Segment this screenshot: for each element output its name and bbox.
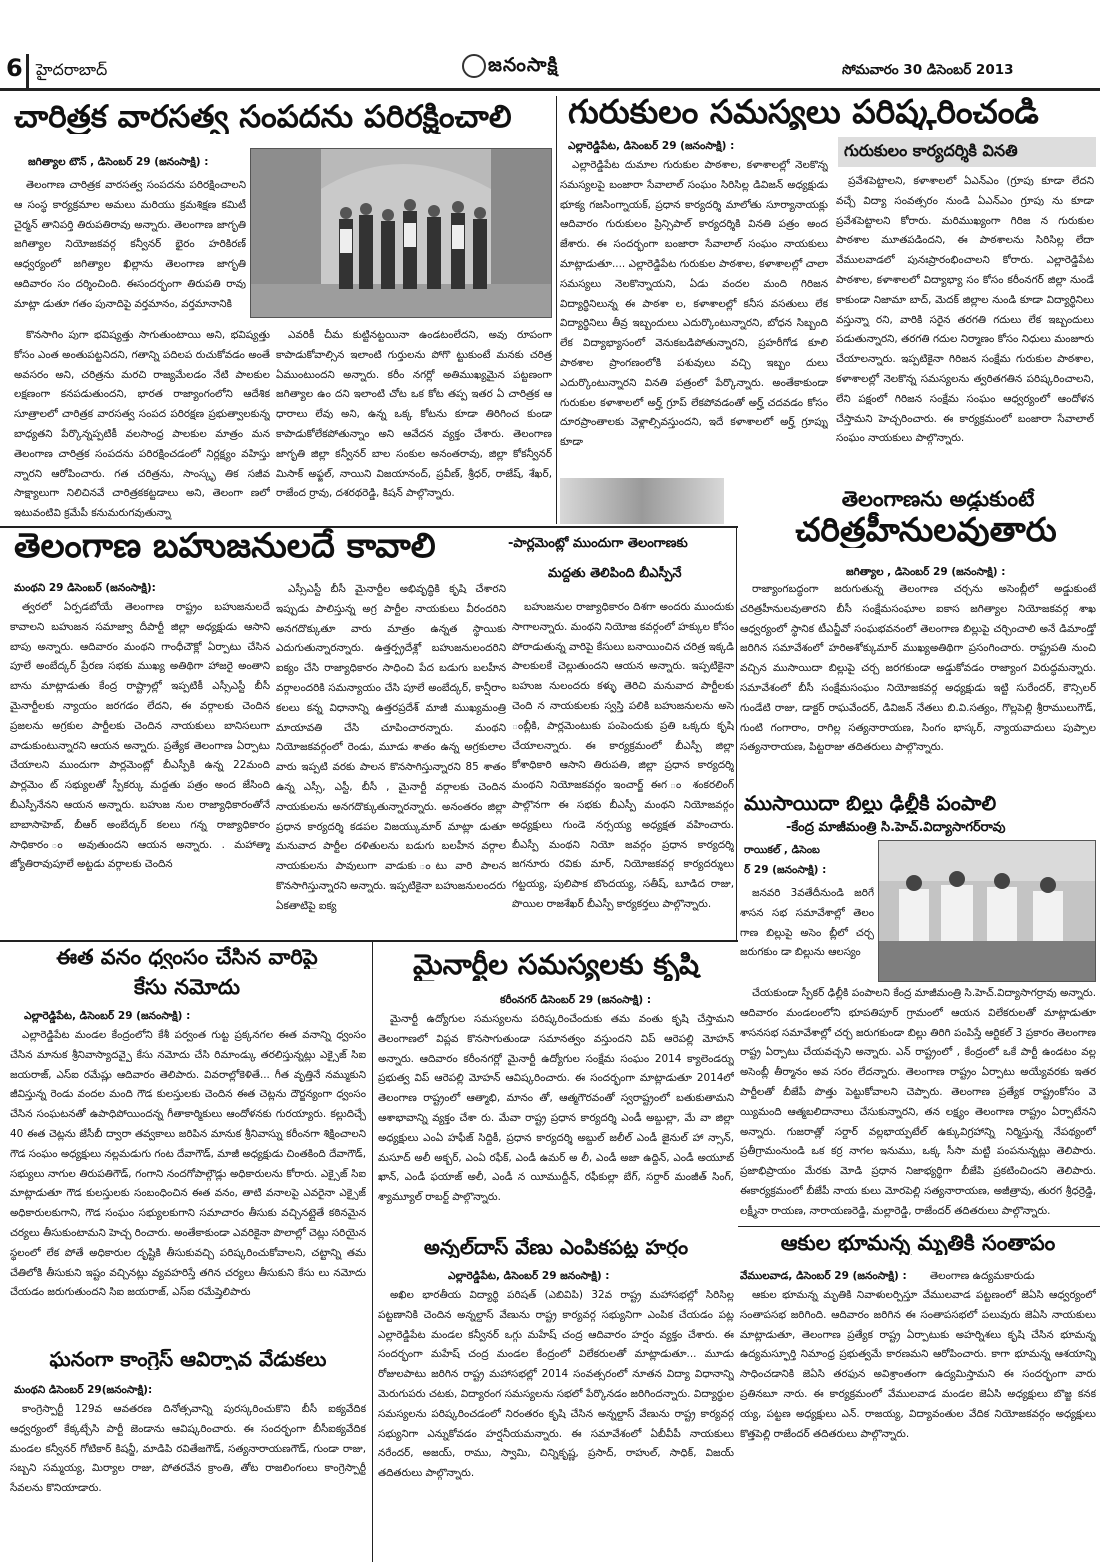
subhead-bahujan-2: మద్దతు తెలిపింది బీఎస్పీనే — [548, 566, 682, 581]
photo-jagtial-fort — [250, 148, 552, 318]
body-bahujan-3: బహుజనుల రాజ్యాధికారం దిశగా అందరు ముందుకు సాగాలన్నారు. మంథని నియోజ కవర్గంలో హక్కుల కోసం పోరాడుతున్న వారిపై కేసులు బనాయించిన చరిత్ర ఇక్కడి పాలకులకే చెల్లుతుందని ఆయన అన్నారు. ఇప్పటికైనా బహుజ నులందరు కళ్ళు తెరిచి మనువాద పార్టీలకు చెంది న నాయకులకు స్వస్తి పలికి బహుజనులను అసె ంబ్లీకి, పార్లమెంటుకు పంపెందుకు ప్రతి ఒక్కరు కృషి చేయాలన్నారు. ఈ కార్యక్రమంలో బీఎస్పీ జిల్లా కోశాధికారి ఆసాని తిరుపతి, జిల్లా ప్రధాన కార్యదర్శి మంథని నియోజకవర్గం ఇంచార్జ్ ఈగ ం శంకరలింగ్ పాల్గొనగా ఈ సభకు బీఎస్పీ మంథని నియోజవర్గం అధ్యక్షులు గుండె నర్సయ్య అధ్యక్షత వహించారు. బీఎస్పీ మంథని నియో జవర్గం ప్రధాన కార్యదర్శి జగనూరు రవికు మార్, నియోజకవర్గ కార్యదర్శులు గట్టయ్య, పులిపాక బొందయ్య, సతీష్, బూడిద రాజు, పొయిల రాజశేఖర్ బీఎస్పీ కార్యకర్తలు పాల్గొన్నారు. — [512, 601, 734, 910]
dateline-draft-bill-1: రాయికల్ , డిసెంబ — [744, 844, 820, 856]
headline-heritage: చారిత్రక వారసత్వ సంపదను పరిరక్షించాలి — [14, 100, 512, 135]
body-heritage-1: తెలంగాణ చారిత్రక వారసత్వ సంపదను పరిరక్షించాలని ఆ సంస్థ కార్యక్రమాల అమలు మరియు క్రమశిక్షణ కమిటీ చైర్మన్ తానిపర్తి తిరుపతిరావు అన్నారు. తెలంగాణ జాగృతి జగిత్యాల నియోజకవర్గ కన్వీనర్ భైరం హరికిరణ్ ఆధ్వర్యంలో జగిత్యాల ఖిల్లాను తెలంగాణ జాగృతి ఆదివారం సం దర్శించింది. ఈసందర్భంగా తిరుపతి రావు మాట్లా డుతూ గతం పునాదిపై వర్తమానం, వర్తమానానికి — [14, 179, 246, 310]
masthead-logo-icon — [462, 54, 486, 78]
headline-draft-bill: ముసాయిదా బిల్లు ఢిల్లీకి పంపాలి — [744, 792, 997, 814]
dateline-gurukulam: ఎల్లారెడ్డిపేట, డిసెంబర్ 29 (జనంసాక్షి) : — [568, 140, 735, 152]
masthead-title: జనంసాక్షి — [488, 54, 559, 76]
dateline-history: జగిత్యాల , డిసెంబర్ 29 (జనంసాక్షి) : — [846, 566, 1006, 578]
body-heritage-3: ఎవరికీ చీమ కుట్టినట్టయినా ఉండటంలేదని, అవు రూపంగా కాపాడుకోవాల్సిన ఇలాంటి గుర్తులను పోగొ ట్టుకుంటే మనకు చరిత్ర ఏముంటుందని అన్నారు. కరీం నగర్లో అతిముఖ్యమైన పట్టణంగా జగిత్యాల ఉం దని ఇలాంటి చోట ఒక కోట తప్ప ఇతర ఏ చారిత్రక ఆ ధారాలు లేవు అని, ఉన్న ఒక్క కోటను కూడా తిరిగించ కుండా కాపాడుకోలేకపోతున్నాం అని ఆవేదన వ్యక్తం చేశారు. తెలంగాణ జాగృతి జిల్లా కన్వీనర్ బాల సంకుల అనంతరావు, జిల్లా కోకన్వీనర్ మిసాక్ అఫ్జల్, నాయిని విజయానంద్, ప్రవీణ్, శ్రీధర్, రాజేష్, శేఖర్, రాజేంద ర్రావు, దశరథరెడ్డి, కిషన్ పాల్గొన్నారు. — [276, 329, 552, 500]
header-rule — [0, 88, 1100, 91]
headline-congress: ఘనంగా కాంగ్రెస్ ఆవిర్భావ వేడుకలు — [49, 1348, 327, 1370]
photo-fort-image — [251, 149, 552, 318]
body-bahujan-2: ఎస్సీఎస్టీ బీసీ మైనార్టీల అభివృద్ధికి కృషి చేశారని ఇప్పుడు పాలిస్తున్న అగ్ర పార్టీల నాయకులు వీరందరిని అనగదొక్కుతూ వారు మాత్రం ఉన్నత స్థాయికు ఎదుగుతున్నారన్నారు. ఉత్తర్ప్రదేశ్లో బహుజనులందరిని ఐక్యం చేసి రాజ్యాధికారం సాధించి పేద బడుగు బలహీన వర్గాలందరికి సమన్యాయం చేసి పూలే అంబేద్కర్, కాన్షీరాం కలలు కన్న విధానాన్ని ఉత్తరప్రదేశ్ మాజీ ముఖ్యమంత్రి మాయావతి చేసి చూపించారన్నారు. మంథని నియోజకవర్గంలో రెండు, మూడు శాతం ఉన్న అగ్రకులాల వారు ఇప్పటి వరకు పాలన కొనసాగిస్తున్నారని 85 శాతం ఉన్న ఎస్సీ, ఎస్టీ, బీసీ , మైనార్టీ వర్గాలకు చెందిన నాయకులను అనగదొక్కుతున్నారన్నారు. అనంతరం జిల్లా ప్రధాన కార్యదర్శి కడపల విజయ్కుమార్ మాట్లా డుతూ మనువాద పార్టీల దళితులను బడుగు బలహీన వర్గాల నాయకులను పావులుగా వాడుకు ంటు వారి పాలన కొనసాగిస్తున్నారని అన్నారు. ఇప్పటికైనా బహుజనులందరు ఏకతాటిపై ఐక్య — [276, 583, 506, 912]
page-header — [0, 0, 1100, 96]
body-heritage-2: కొనసాగిం పుగా భవిష్యత్తు సాగుతుంటాయి అని, భవిష్యత్తు కోసం ఎంత అంతుపట్టనిదని, గతాన్ని పదిలప రుచుకోవడం అంతే అవసరం అని, చరిత్రను మరచి రాజ్యమేలడం నేటి పాలకుల లక్షణంగా కనపడుతుందని, భారత రాజ్యాంగంలోని ఆదేశిక సూత్రాలలో చారిత్రక వారసత్వ సంపద పరిరక్షణ ప్రభుత్వాలకున్న బాధ్యతని పేర్కొన్నప్పటికీ వలసాంధ్ర పాలకుల మాత్రం మన తెలంగాణ చారిత్రక సంపదను పరిరక్షించడంలో నిర్లక్ష్యం వహిస్తు న్నారని ఆరోపించారు. గత చరిత్రను, సాంస్కృ తిక సజీవ సాక్ష్యాలుగా నిలిచినవే చారిత్రకకట్టడాలు అని, తెలంగా ణలో ఇటువంటివి క్రమేపీ కనుమరుగవుతున్నా — [14, 329, 270, 520]
dateline-bhumanna: వేములవాడ, డిసెంబర్ 29 (జనంసాక్షి) : — [740, 1270, 907, 1282]
section-rule-2 — [0, 940, 738, 942]
dateline-congress: మంథని డిసెంబర్ 29(జనంసాక్షి): — [14, 1384, 153, 1396]
headline-history-line2: చరిత్రహీనులవుతారు — [795, 512, 1057, 549]
body-bhumanna: ఆకుల భూమన్న మృతికి నివాళులర్పిస్తూ వేములవాడ పట్టణంలో జెఏసి ఆధ్వర్యంలో సంతాపసభ జరిగింది. ఆదివారం జరిగిన ఈ సంతాపసభలో పలువురు జెఏసి నాయకులు మాట్లాడుతూ, తెలంగాణ ప్రత్యేక రాష్ట్ర ఏర్పాటుకు అహర్నిశలు కృషి చేసిన భూమన్న ఉద్యమస్ఫూర్తి నిమాంధ్ర ప్రభుత్వమే కారణమని ఆరోపించారు. కాగా భూమన్న ఆశయాన్ని సాధించడానికి జెఏసి తరఫున అవిశ్రాంతంగా ఉద్యమిస్తామని ఈ సందర్భంగా వారు ప్రతినబూ నారు. ఈ కార్యక్రమంలో వేములవాడ మండల జెఏసి అధ్యక్షులు బొజ్జ కనక య్య, పట్టణ అధ్యక్షులు ఎన్. రాజయ్య, విద్యావంతుల వేదిక నియోజకవర్గం అధ్యక్షులు కొత్తపెల్లి రాజేందర్ తదితరులు పాల్గొన్నారు. — [740, 1289, 1096, 1440]
dateline-draft-bill-2: ర్ 29 (జనంసాక్షి) : — [744, 864, 827, 876]
body-venu: అఖిల భారతీయ విద్యార్థి పరిషత్ (ఎబివిపి) 32వ రాష్ట్ర మహాసభల్లో సిరిసిల్ల పట్టణానికి చెందిన అన్నల్దాస్ వేణును రాష్ట్ర కార్యవర్గ సభ్యునిగా ఎంపిక చేయడం పట్ల ఎల్లారెడ్డిపేట మండల కన్వీనర్ ఒగ్గు మహేష్ చంద్ర ఆదివారం హర్షం వ్యక్తం చేశారు. ఈ సందర్భంగా మహేష్ చంద్ర మండల కేంద్రంలో విలేకరులతో మాట్లాడుతూ... మూడు రోజులపాటు జరిగిన రాష్ట్ర మహాసభల్లో 2014 సంవత్సరంలో నూతన విద్యా విధానాన్ని మెరుగుపరు చటకు, విద్యారంగ సమస్యలను సభలో పేర్కొనడం జరిగిందన్నారు. విద్యార్థుల సమస్యలను పరిష్కరించడంలో నిరంతరం కృషి చేసిన అన్నల్దాస్ వేణును రాష్ట్ర కార్యవర్గ సభ్యునిగా ఎన్నుకోవడం హర్షనీయమన్నారు. ఈ సమావేశంలో ఏబీవీపీ నాయకులు నరేందర్, అజయ్, రాము, స్వామి, చిన్నికృష్ణ, ప్రసాద్, రాహుల్, సాధిక్, విజయ్ తదితరులు పాల్గొన్నారు. — [378, 1289, 734, 1480]
body-history: రాజ్యాంగబద్ధంగా జరుగుతున్న తెలంగాణ చర్చను అసెంబ్లీలో అడ్డుకుంటే చరిత్రహీనులవుతారని బీసీ సంక్షేమసంఘాల ఐకాస జగిత్యాల నియోజకవర్గ శాఖ ఆధ్వర్యంలో స్థానిక టీఎన్జీవో సంఘభవనంలో తెలంగాణ బిల్లుపై చర్చించాలి అనే డిమాండ్తో జరిగిన సమావేశంలో హరిఅశోక్కుమార్ ముఖ్యఅతిథిగా ప్రసంగించారు. రాష్ట్రపతి నుంచి వచ్చిన ముసాయిదా బిల్లుపై చర్చ జరగకుండా అడ్డుకోవడం రాజ్యాంగ విరుద్ధమన్నారు. సమావేశంలో బీసీ సంక్షేమసంఘం నియోజకవర్గ అధ్యక్షుడు ఇట్టి సురేందర్, కౌన్సిలర్ గుండేటి రాజు, డాక్టర్ రాఘవేందర్, డివిజన్ నేతలు బి.వి.సత్యం, గొల్లపెల్లి శ్రీరాములుగౌడ్, గుంటి గంగారాం, రాగిల్ల సత్యనారాయణ, సింగం భాస్కర్, న్యాయవాదులు పుప్పాల సత్యనారాయణ, పిట్టరాజు తదితరులు పాల్గొన్నారు. — [740, 583, 1096, 754]
body-gurukulam-1: ఎల్లారెడ్డిపేట దుమాల గురుకుల పాఠశాల, కళాశాలల్లో నెలకొన్న సమస్యలపై బంజారా సేవాలాల్ సంఘం సిరిసిల్ల డివిజన్ అధ్యక్షుడు భూక్య గజసింగ్నాయక్, ప్రధాన కార్యదర్శి మాలోతు సూర్యానాయక్లు ఆదివారం గురుకులం ప్రిన్సిపాల్ కార్యదర్శికి వినతి పత్రం అంద జేశారు. ఈ సందర్భంగా బంజారా సేవాలాల్ సంఘం నాయకులు మాట్లాడుతూ.... ఎల్లారెడ్డిపేట గురుకుల పాఠశాల, కళాశాలల్లో చాలా సమస్యలు నెలకొన్నాయని, ఏడు వందల మంది గిరిజన విద్యార్థినిలున్న ఈ పాఠశా ల, కళాశాలల్లో కనీస వసతులు లేక విద్యార్థినిలు తీవ్ర ఇబ్బందులు ఎదుర్కొంటున్నారని, బోధన సిబ్బంది లేక విద్యాభ్యాసంలో వెనుకబడిపోతున్నారని, ప్రహరీగోడ కూలి పాఠశాల ప్రాంగణంలోకి పశువులు వచ్చి ఇబ్బం దులు ఎదుర్కొంటున్నారని వినతి పత్రంలో పేర్కొన్నారు. అంతేకాకుండా గురుకుల కళాశాలలో అర్హ్ గ్రూప్ లేకపోవడంతో అర్హ్ చదవడం కోసం దూరప్రాంతాలకు వెళ్లాల్సివస్తుందని, ఇదే కళాశాలలో అర్హ్ గ్రూప్ను కూడా — [560, 159, 828, 449]
headline-minorities: మైనార్టీల సమస్యలకు కృషి — [412, 950, 700, 981]
section-rule-3 — [738, 1226, 1100, 1227]
headline-bhumanna: ఆకుల భూమన్న మృతికి సంతాపం — [780, 1232, 1056, 1255]
city-label: హైదరాబాద్ — [36, 60, 108, 79]
dateline-venu: ఎల్లారెడ్డిపేట, డిసెంబర్ 29 జనంసాక్షి) : — [448, 1270, 610, 1282]
body-minorities: మైనార్టీ ఉద్యోగుల సమస్యలను పరిష్కరించేందుకు తమ వంతు కృషి చేస్తామని తెలంగాణలో విప్లవ కొనసాగుతుండా సమానత్వం వస్తుందని విప్ ఆరెపల్లి మోహన్ అన్నారు. ఆదివారం కరీంనగర్లో మైనార్టీ ఉద్యోగుల సంక్షేమ సంఘం 2014 క్యాలెండర్ను ప్రభుత్వ విప్ ఆరెపల్లి మోహన్ ఆవిష్కరించారు. ఈ సందర్భంగా మాట్లాడుతూ 2014లో తెలంగాణ రాష్ట్రంలో ఆత్మాభి, మానం తో, ఆత్మగౌరవంతో స్వరాష్ట్రంలో బతుకుతామని ఆశాభావాన్ని వ్యక్తం చేశా రు. మేవా రాష్ట్ర ప్రధాన కార్యదర్శి ఎండీ అబ్దుల్లా, మే వా జిల్లా అధ్యక్షులు ఎంఏ హఫీజ్ సిద్దికీ, ప్రధాన కార్యదర్శి అబ్దుల్ జలీల్ ఎండీ జైనుల్ హా న్సాన్, మసూద్ అలీ అక్బర్, ఎంఏ రఫీక్, ఎండీ ఉమర్ అ లీ, ఎండీ అజా ఉద్దిన్, ఎండీ అయూబ్ ఖాన్, ఎండీ ఫయాజ్ అలీ, ఎండీ న యీముద్దీన్, రఫీకుల్లా బేగ్, సర్దార్ మంజీత్ సింగ్, శ్యామ్యూల్ రాబర్ట్ పాల్గొన్నారు. — [378, 1013, 734, 1204]
dateline-palm-grove: ఎల్లారెడ్డిపేట, డిసెంబర్ 29 (జనంసాక్షి) : — [24, 1010, 191, 1022]
body-palm-grove: ఎల్లారెడ్డిపేట మండల కేంద్రంలోని కేశీ పర్వంత గుట్ట ప్రక్కనగల ఈత వనాన్ని ధ్వంసం చేసిన మానుక శ్రీనివాస్యాదవ్పై కేసు నమోదు చేసి రిమాండ్కు తరలిస్తున్నట్లు ఎక్సైజ్ సిఐ జయరాజ్, ఎస్ఐ రమేష్లు ఆదివారం తెలిపారు. వివరాల్లోకెళితే... గీత వృత్తినే నమ్ముకుని జీవిస్తున్న రెండు వందల మంది గౌడ కులస్తులకు చెందిన ఈత చెట్లను దౌర్జన్యంగా ధ్వంసం చేసిన సంఘటనతో ఉపాధిపోయిందన్న గీతాకార్మికులు ఆందోళనకు గురయ్యారు. కల్లుదిచ్చే 40 ఈత చెట్లను జేసీబీ ద్వారా తవ్వకాలు జరిపిన మానుక శ్రీనివాస్ను కరీంనగా శిక్షించాలని గౌడ సంఘం అధ్యక్షులు నల్లమడుగు గంట దేవాగౌడ్, మాజీ అధ్యక్షుడు చింతకింది దేవాగౌడ్, సభ్యులు నాగుల తిరుపతిగౌడ్, గంగాని నందగోపాల్గౌడ్లు అధికారులను కోరారు. ఎక్సైజ్ సిఐ మాట్లాడుతూ గౌడ కులస్తులకు సంబంధించిన ఈత వనం, తాటి వనాలపై ఎవరైనా ఎక్సైజ్ అధికారులకుగాని, గౌడ సంఘం సభ్యులకుగాని సమాచారం తీసుకు వచ్చినట్లైతే కఠినమైన చర్యలు తీసుకుంటామని హెచ్చ రించారు. అంతేకాకుండా ఎవరికైనా పొలాల్లో చెట్లు సరియైన స్థలంలో లేక పోతే అధికారుల దృష్టికి తీసుకువచ్చి పరిష్కరించుకోవాలని, చట్టాన్ని తమ చేతిలోకి తీసుకుని ఇష్టం వచ్చినట్లు వ్యవహరిస్తే తగిన చర్యలు తీసుకుని కేసు లు నమోదు చేయడం జరుగుతుందని సిఐ జయరాజ్, ఎస్ఐ రమేష్తెలిపారు — [10, 1029, 366, 1299]
headline-gurukulam: గురుకులం సమస్యలు పరిష్కరించండి — [568, 94, 1039, 131]
header-divider — [26, 54, 29, 90]
dateline-bahujan: మంథని 29 డిసెంబర్ (జనంసాక్షి): — [14, 582, 156, 594]
headline-history-line1: తెలంగాణను అడ్డుకుంటే — [841, 488, 1035, 511]
headline-bahujan: తెలంగాణ బహుజనులదే కావాలి — [14, 528, 436, 566]
subhead-bahujan-1: -పార్లమెంట్లో ముందుగా తెలంగాణకు — [508, 536, 688, 551]
body-draft-bill-1: జనవరి 3వతేదీనుండి జరిగే శాసన సభ సమావేశాల్లో తెలం గాణ బిల్లుపై అసెం బ్లీలో చర్చ జరుగకుం డా బిల్లును ఆలస్యం — [740, 887, 874, 959]
photo-press-meet — [878, 840, 1096, 982]
ad-placeholder — [560, 478, 724, 524]
body-bahujan-1: త్వరలో ఏర్పడబోయే తెలంగాణ రాష్ట్రం బహుజనులదే కావాలని బహుజన సమాజ్వా దీపార్టీ జిల్లా అధ్యక్షుడు ఆసాని బాపు అన్నారు. ఆదివారం మంథని గాంధీచౌక్లో ఏర్పాటు చేసిన పూలే అంబేద్కర్ ప్రేరణ సభకు ముఖ్య అతిథిగా హాజరై అంతాని బాను మాట్లాడుతు కేంద్ర రాష్ట్రాల్లో ఇప్పటికీ ఎస్సీఎస్టీ బీసీ మైనార్టీలకు న్యాయం జరగడం లేదని, ఈ వర్గాలకు చెందిన ప్రజలను అగ్రకుల పార్టీలకు చెందిన నాయకులు బానిసలుగా వాడుకుంటున్నారని ఆయన అన్నారు. ప్రత్యేక తెలంగాణ ఏర్పాటు చేయాలని ముందుగా పార్లమెంట్లో బీఎస్పీకి ఉన్న 22మంది పార్లమెం ట్ సభ్యులతో స్పీకర్కు మద్దతు పత్రం అంద జేసింది బీఎస్పీనేనని ఆయన అన్నారు. బహుజ నుల రాజ్యాధికారంతోనే బాబాసాహెబ్, బీఆర్ అంబేద్కర్ కలలు గన్న రాజ్యాధికారం సాధికారం ం అవుతుందని ఆయన అన్నారు. . మహాత్మా జ్యోతిరావుపూలే అట్టడు వర్గాలకు చెందిన — [10, 601, 270, 871]
column-divider-2 — [736, 526, 737, 940]
body-congress: కాంగ్రెస్పార్టీ 129వ ఆవతరణ దినోత్సవాన్ని పురస్కరించుకొని బీసీ ఐక్యవేదిక ఆధ్వర్యంలో కేక్కట్చేసి పార్టీ జెండాను ఆవిష్కరించారు. ఈ సందర్భంగా బీసీఐక్యవేదిక మండల కన్వీనర్ గోటికార్ కిషన్జీ, మాడిపి రవితేజగౌడ్, సత్యనారాయణగౌడ్, గుండా రాజు, సబ్బని సమ్మయ్య, మిర్యాల రాజు, పోతరవేన క్రాంతి, తోట రాజలింగంలు కాంగ్రెస్పార్టీ సేవలను కొనియాడారు. — [10, 1403, 366, 1495]
issue-date: సోమవారం 30 డిసెంబర్ 2013 — [842, 62, 1014, 78]
headline-palm-grove-1: ఈత వనం ధ్వంసం చేసిన వారిపై — [56, 946, 318, 969]
headline-venu: అన్నల్‌దాస్ వేణు ఎంపికపట్ల హర్షం — [423, 1236, 689, 1258]
subhead-gurukulam: గురుకులం కార్యదర్శికి వినతి — [838, 137, 1096, 167]
body-draft-bill-2: చేయకుండా స్పీకర్ ఢిల్లీకి పంపాలని కేంద్ర మాజీమంత్రి సి.హెచ్.విద్యాసాగర్రావు అన్నారు. ఆదివారం మండలంలోని భూపతిపూర్ గ్రామంలో ఆయన విలేకరులతో మాట్లాడుతూ శాసనసభ సమావేశాల్లో చర్చ జరుగకుండా బిల్లు తిరిగి పంపిస్తే ఆర్టికల్ 3 ప్రకారం తెలంగాణ రాష్ట్ర ఏర్పాటు చేయవచ్చని అన్నారు. ఎన్ రాష్ట్రంలో , కేంద్రంలో ఒకే పార్టీ ఉండటం వల్ల అసెంబ్లీ తీర్మానం అవ సరం లేదన్నారు. తెలంగాణ రాష్ట్రం ఏర్పాటు అయ్యేవరకు ఇతర పార్టీలతో బీజేపీ పొత్తు పెట్టుకోవాలని చెప్పారు. తెలంగాణ ప్రత్యేక రాష్ట్రంకోసం వె య్యిమంది ఆత్మబలిదానాలు చేసుకున్నారని, తన లక్ష్యం తెలంగాణ రాష్ట్రం ఏర్పాటేనని అన్నారు. గుజరాత్లో సర్దార్ వల్లభాయ్పటేల్ ఉక్కువిగ్రహాన్ని నిర్మిస్తున్న నేపథ్యంలో ప్రతీగ్రామంనుండి ఒక కర్ర నాగల ఇనుము, ఒక్క సీసా మట్టి పంపనున్నట్లు తెలిపారు. ప్రజాభిప్రాయం మేరకు మోడి ప్రధాన నిజాభ్యర్థిగా బీజేపి ప్రకటించిందని తెలిపారు. ఈకార్యక్రమంలో బీజేపీ నాయ కులు మోరపెల్లి సత్యనారాయణ, అజీత్రావు, తురగ శ్రీధర్రెడ్డి, లక్ష్మీనా రాయణ, నారాయణరెడ్డి, మల్లారెడ్డి, రాజేందర్ తదితరులు పాల్గొన్నారు. — [740, 987, 1096, 1217]
dateline-heritage: జగిత్యాల టౌన్ , డిసెంబర్ 29 (జనంసాక్షి) : — [28, 156, 209, 168]
body-gurukulam-2: ప్రవేశపెట్టాలని, కళాశాలలో ఏఎన్ఎం (గ్రూపు కూడా లేదని వచ్చే విద్యా సంవత్సరం నుండి ఏఎన్ఎం గ్రూపు ను కూడా ప్రవేశపెట్టాలని కోరారు. మరిముఖ్యంగా గిరిజ న గురుకుల పాఠశాల మూతపడిందని, ఈ పాఠశాలను సిరిసిల్ల లేదా వేములవాడలో పునఃప్రారంభించాలని కోరారు. ఎల్లారెడ్డిపేట పాఠశాల, కళాశాలలో విద్యాభ్యా సం కోసం కరీంనగర్ జిల్లా నుండే కాకుండా నిజామా బాద్, మెదక్ జిల్లాల నుండి కూడా విద్యార్థినిలు వస్తున్నా రని, వారికి సరైన తరగతి గదులు లేక ఇబ్బందులు పడుతున్నారని, తరగతి గదుల నిర్మాణం కోసం నిధులు మంజూరు చేయాలన్నారు. ఇప్పటికైనా గిరిజన సంక్షేమ గురుకుల పాఠశాల, కళాశాలల్లో నెలకొన్న సమస్యలను త్వరితగతిన పరిష్కరించాలని, లేని పక్షంలో గిరిజన సంక్షేమ సంఘం ఆధ్వర్యంలో ఆందోళన చేస్తామని హెచ్చరించారు. ఈ కార్యక్రమంలో బంజారా సేవాలాల్ సంఘం నాయకులు పాల్గొన్నారు. — [836, 175, 1094, 445]
page-number: 6 — [6, 54, 23, 82]
dateline-minorities: కరీంనగర్ డిసెంబర్ 29 (జనంసాక్షి) : — [500, 994, 652, 1006]
lead-bhumanna: తెలంగాణ ఉద్యమకారుడు — [930, 1270, 1035, 1282]
subhead-draft-bill: -కేంద్ర మాజీమంత్రి సి.హెచ్.విద్యాసాగర్‌రావు — [786, 820, 1006, 835]
column-divider — [556, 96, 557, 524]
headline-palm-grove-2: కేసు నమోదు — [133, 976, 241, 999]
column-divider-3 — [372, 942, 373, 1562]
photo-press-meet-image — [879, 841, 1096, 982]
